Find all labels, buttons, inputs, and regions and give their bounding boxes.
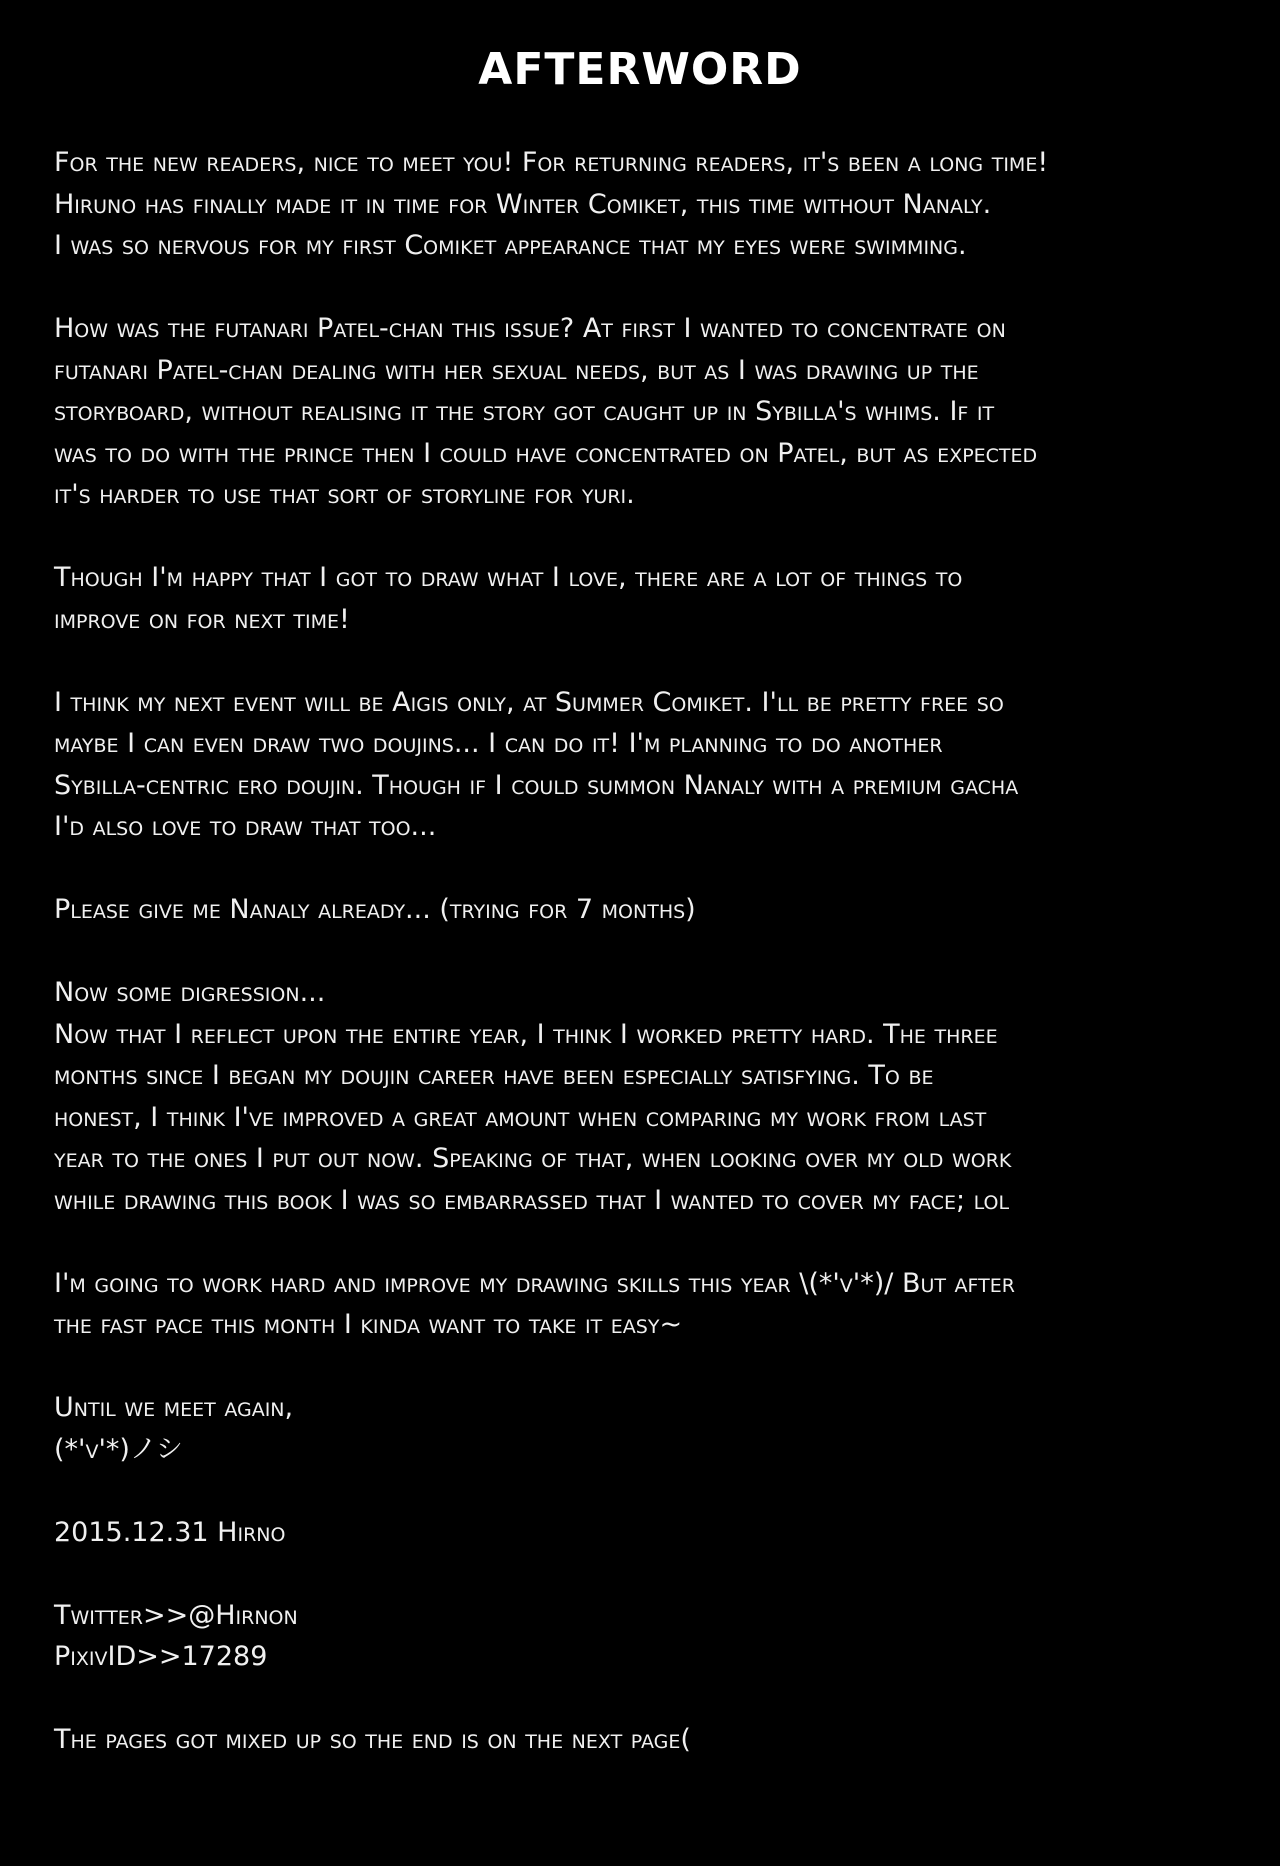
afterword-body xyxy=(54,142,1244,1802)
text-line: Twitter>>@Hirnon xyxy=(54,1599,298,1631)
text-line: while drawing this book I was so embarrassed that I wanted to cover my face; lol xyxy=(54,1184,1010,1216)
text-line: How was the futanari Patel-chan this issue? At first I wanted to concentrate on xyxy=(54,313,1006,344)
text-line: Though I'm happy that I got to draw what I love, there are a lot of things to xyxy=(54,562,963,593)
paragraph xyxy=(54,1387,1244,1470)
text-line: 2015.12.31 Hirno xyxy=(54,1516,286,1548)
paragraph xyxy=(54,972,1244,1221)
text-line: (*'v'*)ノシ xyxy=(54,1433,183,1465)
text-line: I'm going to work hard and improve my drawing skills this year \(*'v'*)/ But after xyxy=(54,1267,1015,1299)
text-line: it's harder to use that sort of storyline for yuri. xyxy=(54,479,635,510)
text-line: PixivID>>17289 xyxy=(54,1641,268,1672)
text-line: storyboard, without realising it the story got caught up in Sybilla's whims. If it xyxy=(54,396,995,427)
paragraph xyxy=(54,308,1244,516)
text-line: honest, I think I've improved a great amount when comparing my work from last xyxy=(54,1101,987,1133)
text-line: Until we meet again, xyxy=(54,1392,294,1423)
text-line: I think my next event will be Aigis only, at Summer Comiket. I'll be pretty free so xyxy=(54,686,1004,718)
text-line: Now some digression... xyxy=(54,977,326,1008)
text-line: maybe I can even draw two doujins... I can do it! I'm planning to do another xyxy=(54,728,943,759)
text-line: I was so nervous for my first Comiket appearance that my eyes were swimming. xyxy=(54,230,967,261)
paragraph xyxy=(54,142,1244,267)
text-line: year to the ones I put out now. Speaking of that, when looking over my old work xyxy=(54,1143,1012,1174)
text-line: improve on for next time! xyxy=(54,603,350,635)
paragraph xyxy=(54,1512,1244,1554)
page-title: AFTERWORD xyxy=(478,44,802,95)
text-line: Hiruno has finally made it in time for Winter Comiket, this time without Nanaly. xyxy=(54,188,992,220)
text-line: The pages got mixed up so the end is on the next page( xyxy=(54,1724,691,1755)
paragraph xyxy=(54,889,1244,931)
paragraph xyxy=(54,1719,1244,1761)
paragraph xyxy=(54,1263,1244,1346)
text-line: Sybilla-centric ero doujin. Though if I could summon Nanaly with a premium gacha xyxy=(54,769,1019,801)
text-line: Now that I reflect upon the entire year, I think I worked pretty hard. The three xyxy=(54,1018,998,1050)
text-line: Please give me Nanaly already... (trying for 7 months) xyxy=(54,894,696,925)
text-line: months since I began my doujin career have been especially satisfying. To be xyxy=(54,1060,934,1091)
paragraph xyxy=(54,682,1244,848)
paragraph xyxy=(54,557,1244,640)
text-line: For the new readers, nice to meet you! For returning readers, it's been a long time! xyxy=(54,147,1049,178)
text-line: I'd also love to draw that too... xyxy=(54,811,437,842)
text-line: was to do with the prince then I could have concentrated on Patel, but as expected xyxy=(54,437,1038,469)
text-line: futanari Patel-chan dealing with her sexual needs, but as I was drawing up the xyxy=(54,354,979,386)
paragraph xyxy=(54,1595,1244,1678)
text-line: the fast pace this month I kinda want to take it easy~ xyxy=(54,1309,683,1340)
